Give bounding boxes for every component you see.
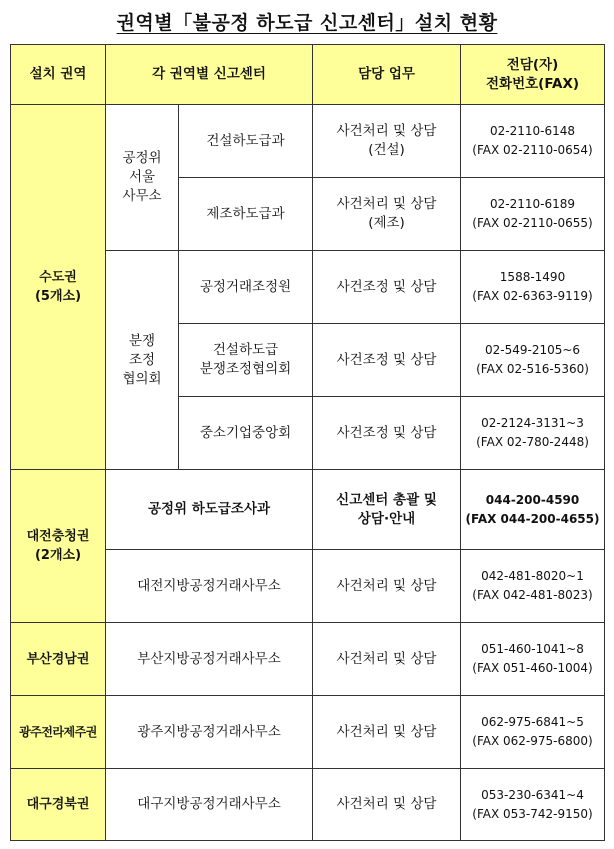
report-centers-table xyxy=(10,44,605,841)
page-title: 권역별「불공정 하도급 신고센터」설치 현황 xyxy=(116,12,498,34)
phone-number: 044-200-4590 xyxy=(485,492,580,507)
header-duty: 담당 업무 xyxy=(313,45,461,105)
phone-number: 1588-1490 xyxy=(499,270,566,284)
header-phone: 전담(자) 전화번호(FAX) xyxy=(461,45,605,105)
phone-cell xyxy=(461,397,605,470)
phone-cell xyxy=(461,550,605,623)
phone-cell xyxy=(461,251,605,324)
center-group-mediation: 분쟁 조정 협의회 xyxy=(106,251,179,470)
duty-cell: 사건처리 및 상담 xyxy=(313,550,461,623)
fax-number: (FAX 02-2110-0655) xyxy=(472,216,593,230)
region-daejeon: 대전충청권 (2개소) xyxy=(11,470,106,623)
duty-cell: 사건처리 및 상담 xyxy=(313,696,461,769)
phone-number: 02-2110-6189 xyxy=(490,197,576,211)
fax-number: (FAX 02-6363-9119) xyxy=(472,289,593,303)
duty-cell: 사건조정 및 상담 xyxy=(313,397,461,470)
fax-number: (FAX 053-742-9150) xyxy=(472,806,593,821)
fax-number: (FAX 02-2110-0654) xyxy=(472,143,593,157)
phone-number: 062-975-6841~5 xyxy=(481,715,584,729)
center-name: 건설하도급과 xyxy=(179,105,313,178)
header-center: 각 권역별 신고센터 xyxy=(106,45,313,105)
duty-cell: 사건조정 및 상담 xyxy=(313,251,461,324)
duty-cell: 사건처리 및 상담 xyxy=(313,769,461,841)
center-name: 부산지방공정거래사무소 xyxy=(106,623,313,696)
region-gwangju: 광주전라제주권 xyxy=(11,696,106,769)
phone-number: 042-481-8020~1 xyxy=(481,569,584,583)
duty-cell: 신고센터 총괄 및 상담·안내 xyxy=(313,470,461,550)
center-name: 공정위 하도급조사과 xyxy=(106,470,313,550)
phone-cell xyxy=(461,623,605,696)
fax-number: (FAX 044-200-4655) xyxy=(465,511,600,526)
center-group-seoul-office: 공정위 서울 사무소 xyxy=(106,105,179,251)
phone-number: 051-460-1041~8 xyxy=(481,642,584,656)
region-daegu: 대구경북권 xyxy=(11,769,106,841)
phone-number: 02-2124-3131~3 xyxy=(481,416,584,430)
phone-cell xyxy=(461,105,605,178)
fax-number: (FAX 042-481-8023) xyxy=(472,588,593,602)
table-row xyxy=(11,470,605,550)
fax-number: (FAX 062-975-6800) xyxy=(472,734,593,748)
duty-cell: 사건조정 및 상담 xyxy=(313,324,461,397)
table-row xyxy=(11,769,605,841)
center-name: 중소기업중앙회 xyxy=(179,397,313,470)
header-row xyxy=(11,45,605,105)
phone-cell xyxy=(461,178,605,251)
region-busan: 부산경남권 xyxy=(11,623,106,696)
duty-cell: 사건처리 및 상담 xyxy=(313,623,461,696)
center-name: 광주지방공정거래사무소 xyxy=(106,696,313,769)
table-row xyxy=(11,105,605,178)
phone-number: 02-549-2105~6 xyxy=(484,343,581,357)
fax-number: (FAX 051-460-1004) xyxy=(472,661,593,675)
header-region: 설치 권역 xyxy=(11,45,106,105)
fax-number: (FAX 02-780-2448) xyxy=(476,435,589,449)
center-name: 제조하도급과 xyxy=(179,178,313,251)
phone-cell xyxy=(461,324,605,397)
phone-cell xyxy=(461,769,605,841)
region-capital: 수도권 (5개소) xyxy=(11,105,106,470)
center-name: 대전지방공정거래사무소 xyxy=(106,550,313,623)
duty-cell: 사건처리 및 상담 (제조) xyxy=(313,178,461,251)
center-name: 건설하도급 분쟁조정협의회 xyxy=(179,324,313,397)
phone-cell xyxy=(461,696,605,769)
phone-cell xyxy=(461,470,605,550)
phone-number: 053-230-6341~4 xyxy=(481,787,584,802)
table-row xyxy=(11,696,605,769)
center-name: 공정거래조정원 xyxy=(179,251,313,324)
duty-cell: 사건처리 및 상담 (건설) xyxy=(313,105,461,178)
phone-number: 02-2110-6148 xyxy=(490,124,576,138)
table-row xyxy=(11,623,605,696)
fax-number: (FAX 02-516-5360) xyxy=(476,362,589,376)
center-name: 대구지방공정거래사무소 xyxy=(106,769,313,841)
